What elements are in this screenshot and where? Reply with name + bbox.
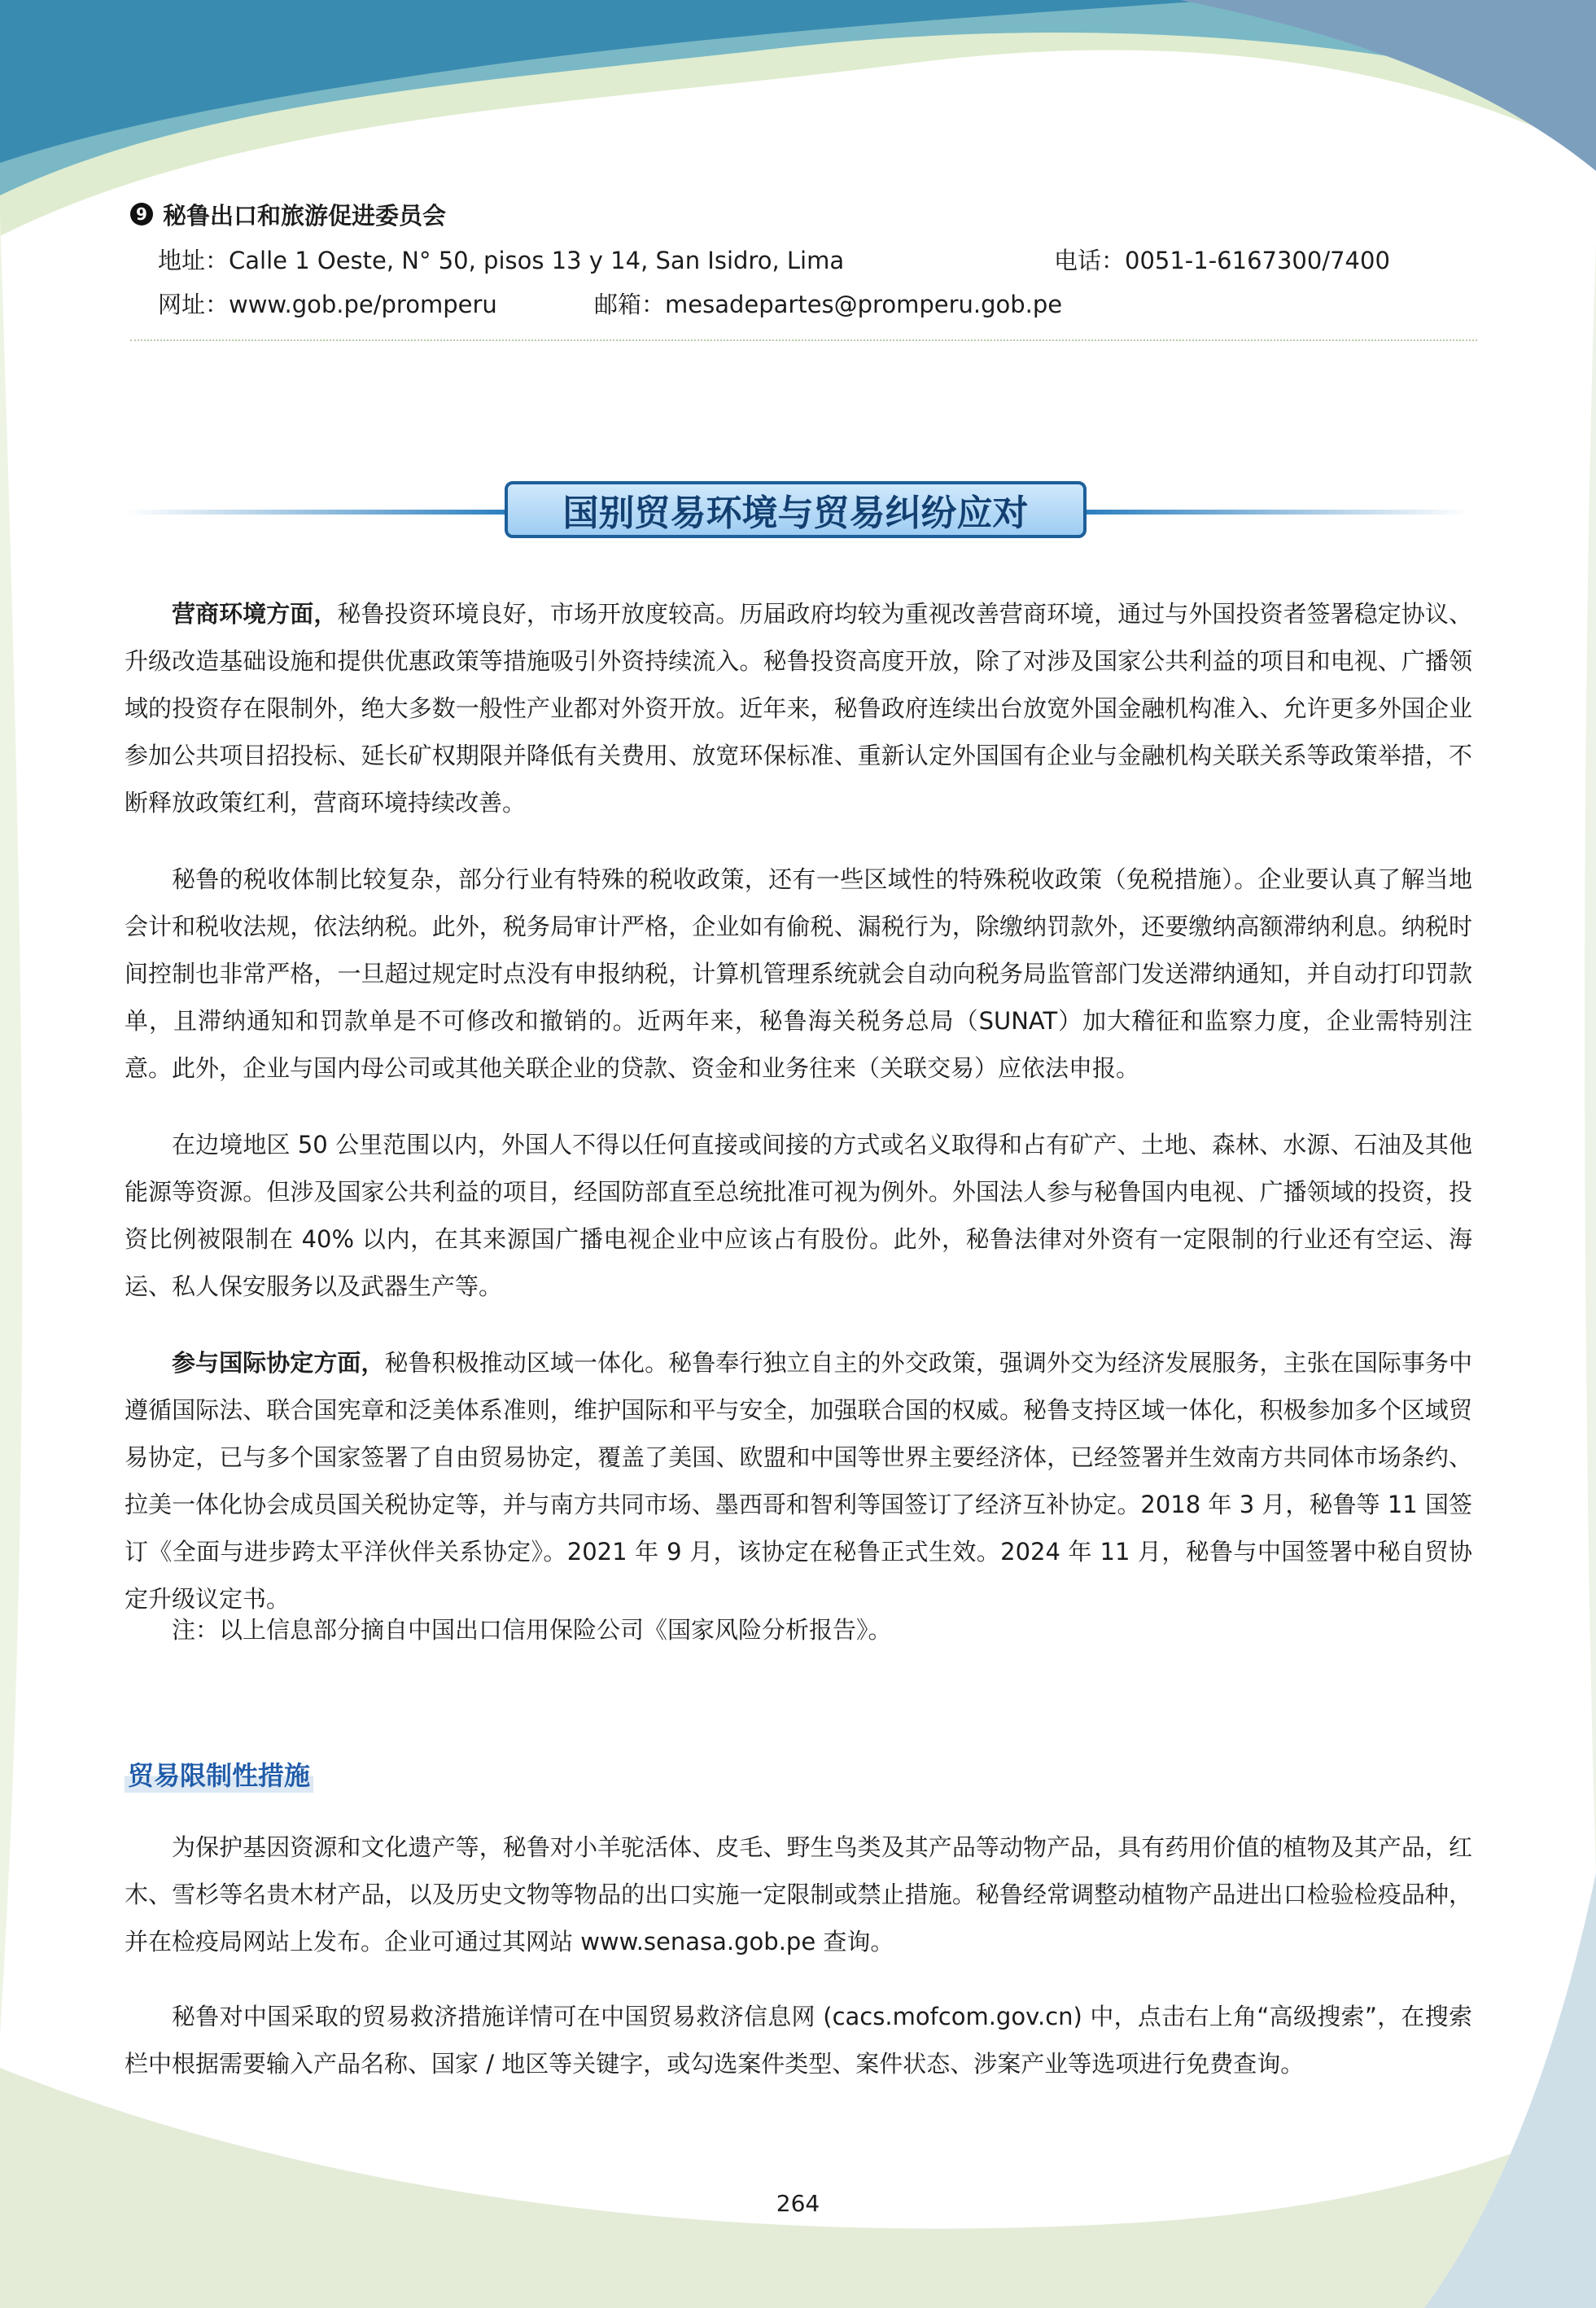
paragraph-export-restrictions: [125, 1824, 1472, 1965]
contact-line-2: [130, 277, 1481, 321]
banner-rule-left: [126, 510, 509, 515]
paragraph-border-restrictions: [125, 1121, 1472, 1310]
website-link[interactable]: 网址：www.gob.pe/promperu: [158, 291, 497, 318]
paragraph-text: 秘鲁对中国采取的贸易救济措施详情可在中国贸易救济信息网 (cacs.mofcom.gov.cn) 中，点击右上角“高级搜索”，在搜索栏中根据需要输入产品名称、国家 / 地区等关键字，或勾选案件类型、案件状态、涉案产业等选项进行免费查询。: [125, 2003, 1472, 2078]
paragraph-lead: 营商环境方面，: [172, 600, 338, 628]
paragraph-text: 为保护基因资源和文化遗产等，秘鲁对小羊驼活体、皮毛、野生鸟类及其产品等动物产品，具有药用价值的植物及其产品，红木、雪杉等名贵木材产品，以及历史文物等物品的出口实施一定限制或禁止措施。秘鲁经常调整动植物产品进出口检验检疫品种，并在检疫局网站上发布。企业可通过其网站 www.senasa.gob.pe 查询。: [125, 1833, 1472, 1955]
paragraph-text: 在边境地区 50 公里范围以内，外国人不得以任何直接或间接的方式或名义取得和占有矿产、土地、森林、水源、石油及其他能源等资源。但涉及国家公共利益的项目，经国防部直至总统批准可视为例外。外国法人参与秘鲁国内电视、广播领域的投资，投资比例被限制在 40% 以内，在其来源国广播电视企业中应该占有股份。此外，秘鲁法律对外资有一定限制的行业还有空运、海运、私人保安服务以及武器生产等。: [125, 1131, 1472, 1300]
paragraph-text: 秘鲁投资环境良好，市场开放度较高。历届政府均较为重视改善营商环境，通过与外国投资者签署稳定协议、升级改造基础设施和提供优惠政策等措施吸引外资持续流入。秘鲁投资高度开放，除了对涉及国家公共利益的项目和电视、广播领域的投资存在限制外，绝大多数一般性产业都对外资开放。近年来，秘鲁政府连续出台放宽外国金融机构准入、允许更多外国企业参加公共项目招投标、延长矿权期限并降低有关费用、放宽环保标准、重新认定外国国有企业与金融机构关联关系等政策举措，不断释放政策红利，营商环境持续改善。: [125, 600, 1472, 817]
number-badge: 9: [130, 203, 153, 226]
email-link[interactable]: 邮箱：mesadepartes@promperu.gob.pe: [594, 291, 1063, 318]
organization-name: 秘鲁出口和旅游促进委员会: [163, 201, 447, 230]
paragraph-tax-system: [125, 856, 1472, 1092]
page-number: 264: [776, 2190, 820, 2217]
contact-block: [130, 195, 1481, 321]
contact-line-1: [130, 233, 1481, 277]
section-heading-trade-restrictions: 贸易限制性措施: [125, 1755, 313, 1793]
paragraph-business-environment: [125, 590, 1472, 826]
note-text: 注：以上信息部分摘自中国出口信用保险公司《国家风险分析报告》。: [172, 1616, 892, 1644]
source-note: [125, 1606, 1472, 1653]
address-text: 地址：Calle 1 Oeste, N° 50, pisos 13 y 14, San Isidro, Lima: [158, 247, 845, 274]
contact-heading: [130, 195, 1481, 233]
dotted-divider: [130, 339, 1477, 341]
phone-text: 电话：0051-1-6167300/7400: [1054, 247, 1390, 274]
paragraph-text: 秘鲁的税收体制比较复杂，部分行业有特殊的税收政策，还有一些区域性的特殊税收政策（免税措施）。企业要认真了解当地会计和税收法规，依法纳税。此外，税务局审计严格，企业如有偷税、漏税行为，除缴纳罚款外，还要缴纳高额滞纳利息。纳税时间控制也非常严格，一旦超过规定时点没有申报纳税，计算机管理系统就会自动向税务局监管部门发送滞纳通知，并自动打印罚款单，且滞纳通知和罚款单是不可修改和撤销的。近两年来，秘鲁海关税务总局（SUNAT）加大稽征和监察力度，企业需特别注意。此外，企业与国内母公司或其他关联企业的贷款、资金和业务往来（关联交易）应依法申报。: [125, 865, 1472, 1082]
paragraph-text: 秘鲁积极推动区域一体化。秘鲁奉行独立自主的外交政策，强调外交为经济发展服务，主张在国际事务中遵循国际法、联合国宪章和泛美体系准则，维护国际和平与安全，加强联合国的权威。秘鲁支持区域一体化，积极参加多个区域贸易协定，已与多个国家签署了自由贸易协定，覆盖了美国、欧盟和中国等世界主要经济体，已经签署并生效南方共同体市场条约、拉美一体化协会成员国关税协定等，并与南方共同市场、墨西哥和智利等国签订了经济互补协定。2018 年 3 月，秘鲁等 11 国签订《全面与进步跨太平洋伙伴关系协定》。2021 年 9 月，该协定在秘鲁正式生效。2024 年 11 月，秘鲁与中国签署中秘自贸协定升级议定书。: [125, 1349, 1472, 1613]
section-banner: 国别贸易环境与贸易纠纷应对: [505, 481, 1087, 538]
paragraph-trade-remedies: [125, 1993, 1472, 2087]
paragraph-international-agreements: [125, 1339, 1472, 1623]
paragraph-lead: 参与国际协定方面，: [172, 1349, 385, 1377]
banner-rule-right: [1087, 510, 1469, 515]
